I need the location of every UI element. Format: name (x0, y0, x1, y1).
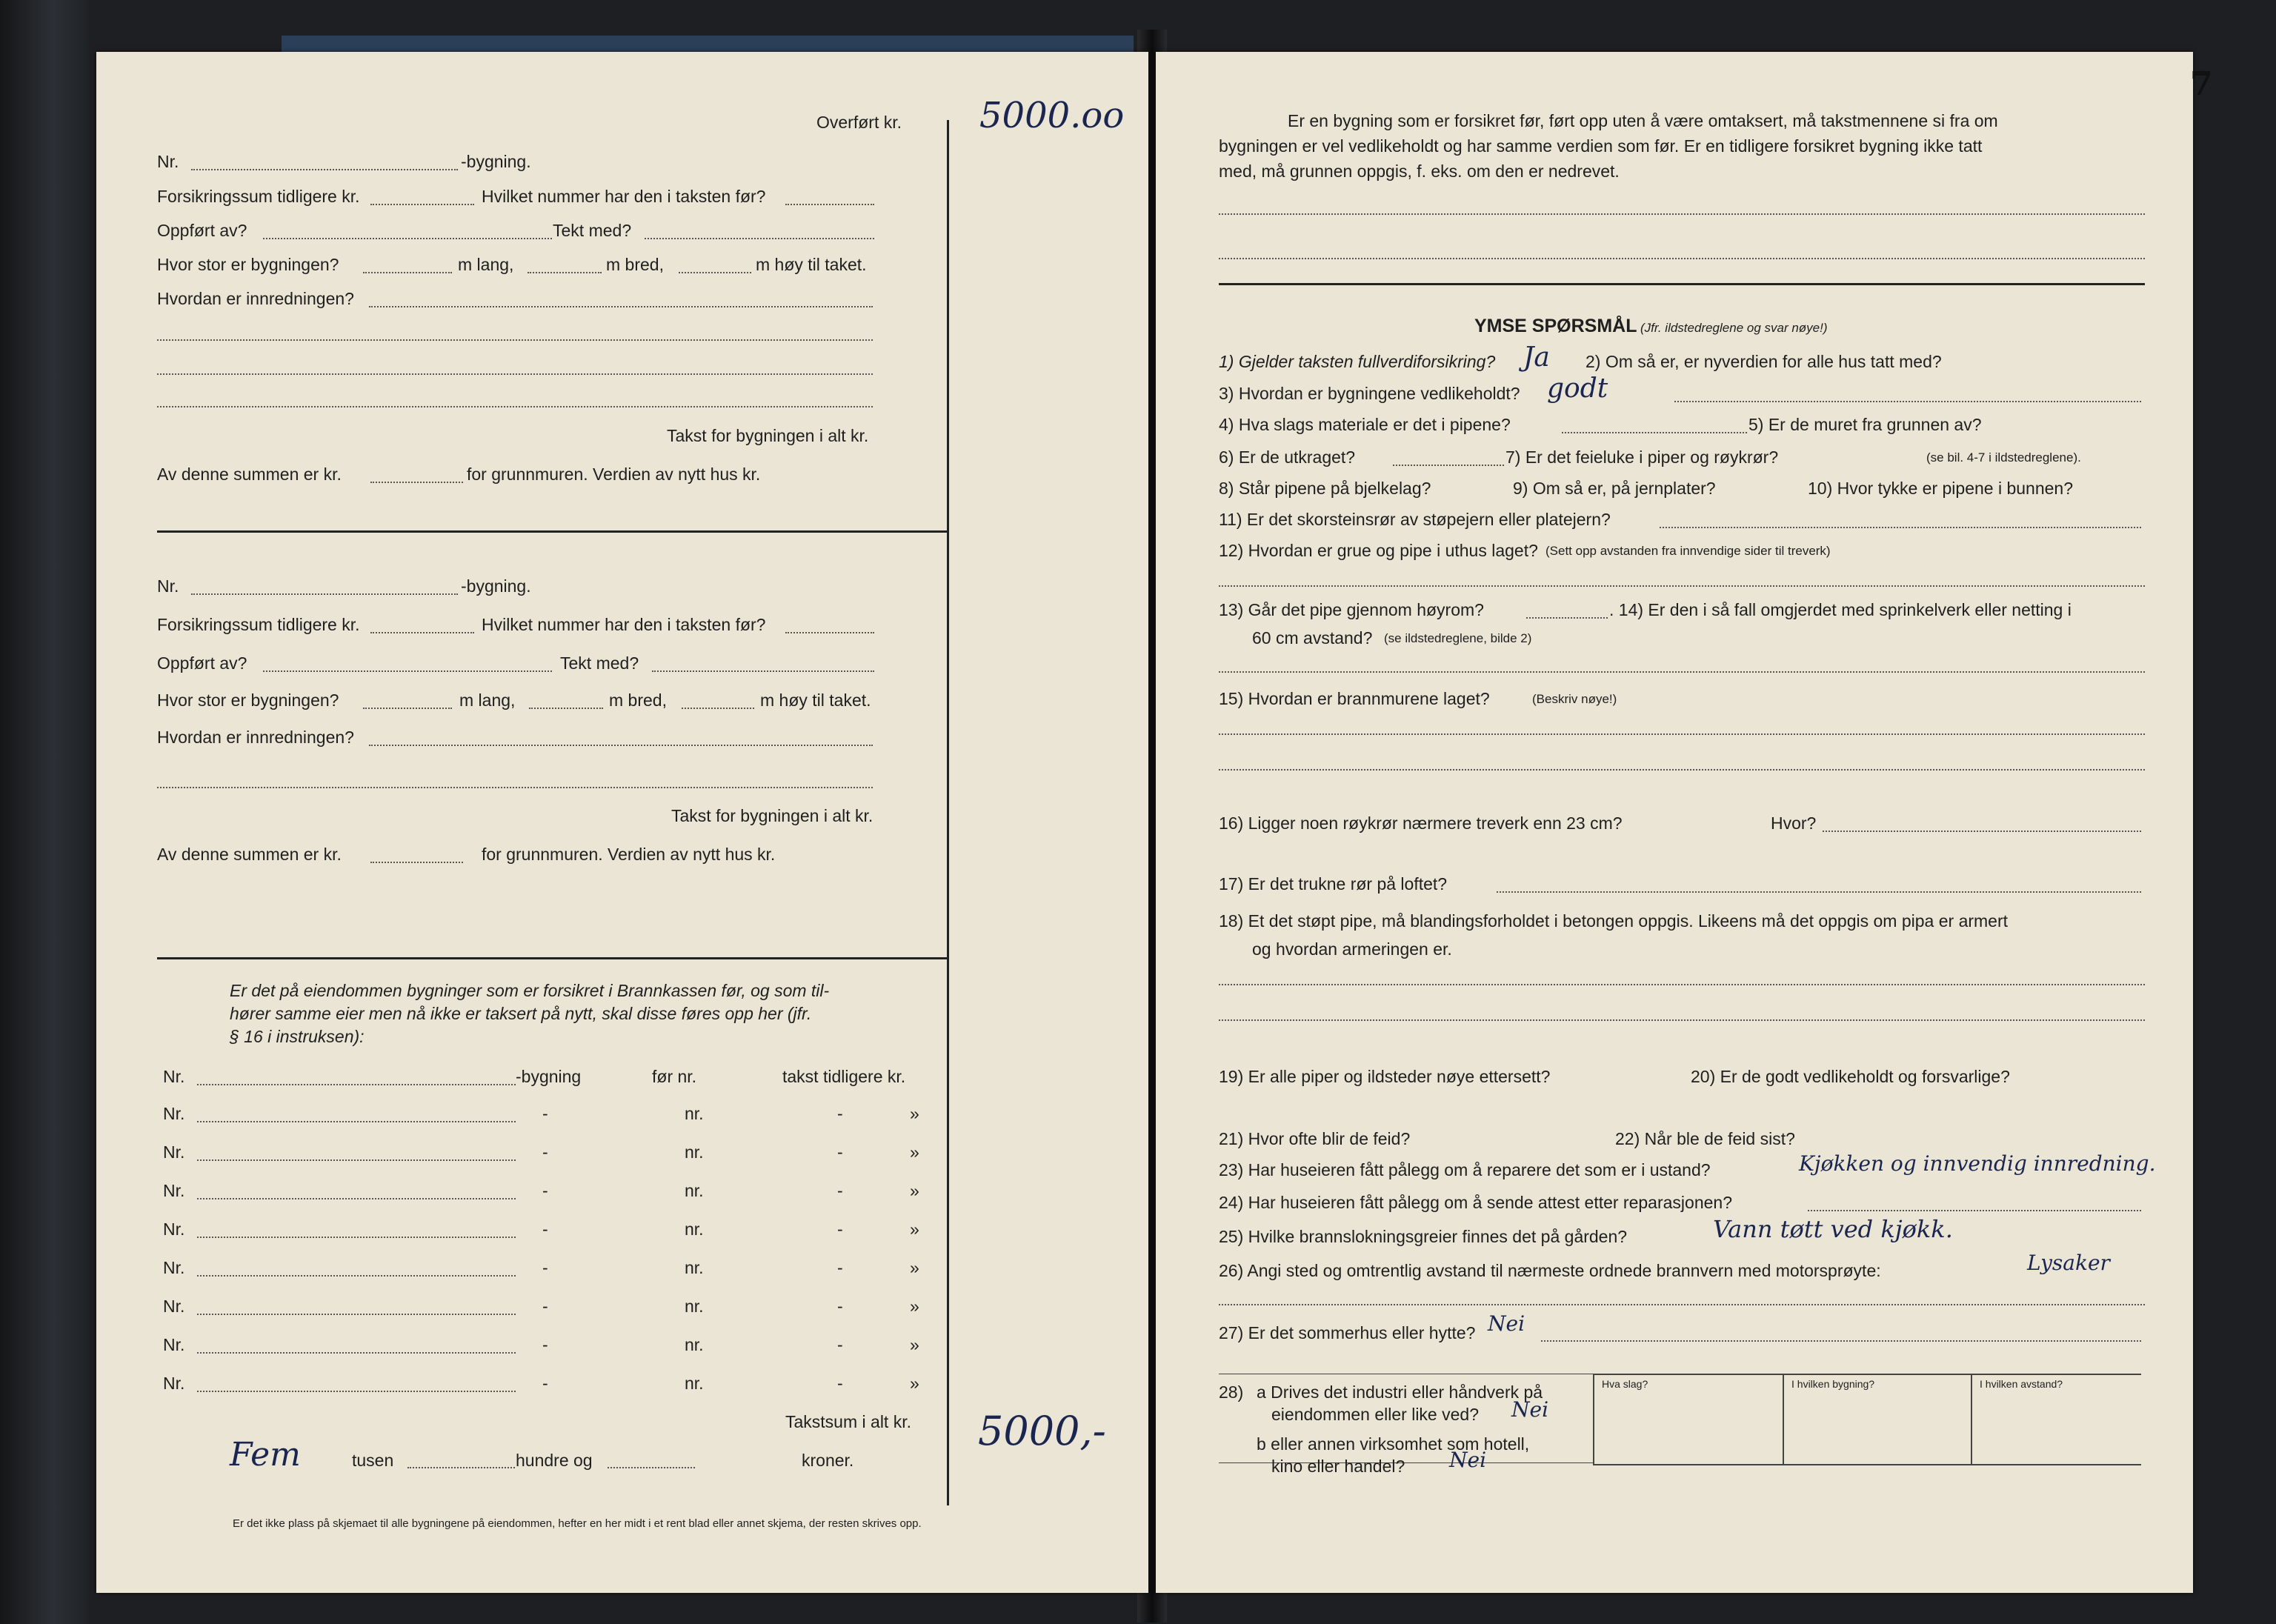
q27-answer: Nei (1488, 1311, 1525, 1336)
hvilket-label: Hvilket nummer har den i taksten før? (482, 615, 766, 634)
m-bred-label: m bred, (609, 690, 667, 710)
q2-label: 2) Om så er, er nyverdien for alle hus tatt med? (1585, 352, 1942, 371)
intro-line-1: Er en bygning som er forsikret før, ført opp uten å være omtaksert, må takstmennene si fra om (1288, 111, 1998, 130)
q23-label: 23) Har huseieren fått pålegg om å reparere det som er i ustand? (1219, 1160, 1711, 1179)
q22-label: 22) Når ble de feid sist? (1615, 1129, 1795, 1148)
row-ditto: » (910, 1374, 919, 1393)
bygning-label: -bygning. (461, 152, 531, 171)
left-vertical-rule (947, 120, 949, 1505)
note-line-3: § 16 i instruksen): (230, 1027, 365, 1046)
row-ditto: » (910, 1297, 919, 1316)
table-header-for-nr: før nr. (652, 1067, 697, 1086)
book-binding-edge (0, 0, 89, 1624)
q1-answer: Ja (1523, 342, 1550, 373)
m-hoy-label: m høy til taket. (756, 255, 867, 274)
q26-label: 26) Angi sted og omtrentlig avstand til nærmeste ordnede brannvern med motorsprøyte: (1219, 1261, 1881, 1280)
heading-title: YMSE SPØRSMÅL (1474, 316, 1637, 336)
q16-label: 16) Ligger noen røykrør nærmere treverk enn 23 cm? (1219, 813, 1623, 833)
table-header-takst: takst tidligere kr. (782, 1067, 906, 1086)
row-ditto: » (910, 1104, 919, 1123)
row-dash2: - (837, 1335, 843, 1354)
row-dash: - (542, 1181, 548, 1200)
row-nr2: nr. (685, 1335, 704, 1354)
table-header-bygning: -bygning (516, 1067, 582, 1086)
m-hoy-label: m høy til taket. (760, 690, 871, 710)
row-dash2: - (837, 1374, 843, 1393)
hvor-stor-label: Hvor stor er bygningen? (157, 690, 339, 710)
note-line-2: hører samme eier men nå ikke er taksert på nytt, skal disse føres opp her (jfr. (230, 1004, 812, 1023)
row-ditto: » (910, 1335, 919, 1354)
takst-label: Takst for bygningen i alt kr. (671, 806, 874, 825)
tekt-label: Tekt med? (553, 221, 632, 240)
q7-note: (se bil. 4-7 i ildstedreglene). (1926, 450, 2081, 465)
av-denne-label: Av denne summen er kr. (157, 845, 342, 864)
q28b-answer: Nei (1449, 1448, 1487, 1472)
row-ditto: » (910, 1219, 919, 1239)
col-hvilken-avstand: I hvilken avstand? (1980, 1378, 2063, 1390)
q8-label: 8) Står pipene på bjelkelag? (1219, 479, 1431, 498)
q21-label: 21) Hvor ofte blir de feid? (1219, 1129, 1411, 1148)
row-dash2: - (837, 1181, 843, 1200)
row-nr2: nr. (685, 1181, 704, 1200)
separator (157, 530, 947, 533)
row-nr: Nr. (163, 1374, 185, 1393)
col-hva-slag: Hva slag? (1602, 1378, 1648, 1390)
row-nr: Nr. (163, 1258, 185, 1277)
row-dash2: - (837, 1258, 843, 1277)
row-nr2: nr. (685, 1374, 704, 1393)
m-lang-label: m lang, (459, 690, 516, 710)
q20-label: 20) Er de godt vedlikeholdt og forsvarlige? (1691, 1067, 2010, 1086)
hvilket-label: Hvilket nummer har den i taksten før? (482, 187, 766, 206)
table-header-nr: Nr. (163, 1067, 185, 1086)
q4-label: 4) Hva slags materiale er det i pipene? (1219, 415, 1511, 434)
row-dash: - (542, 1258, 548, 1277)
grunnmur-label: for grunnmuren. Verdien av nytt hus kr. (467, 465, 761, 484)
row-dash2: - (837, 1104, 843, 1123)
row-dash2: - (837, 1219, 843, 1239)
q15-label: 15) Hvordan er brannmurene laget? (1219, 689, 1490, 708)
nr-label: Nr. (157, 152, 179, 171)
innredning-label: Hvordan er innredningen? (157, 289, 354, 308)
intro-line-2: bygningen er vel vedlikeholdt og har samme verdien som før. Er en tidligere forsikret bygning ikke tatt (1219, 136, 1983, 156)
oppfort-label: Oppført av? (157, 221, 247, 240)
row-nr2: nr. (685, 1219, 704, 1239)
separator (1219, 283, 2145, 285)
q25-label: 25) Hvilke brannslokningsgreier finnes det på gården? (1219, 1227, 1628, 1246)
intro-line-3: med, må grunnen oppgis, f. eks. om den er nedrevet. (1219, 162, 1620, 181)
fsum-label: Forsikringssum tidligere kr. (157, 187, 360, 206)
row-nr: Nr. (163, 1142, 185, 1162)
q1-label: 1) Gjelder taksten fullverdiforsikring? (1219, 352, 1496, 371)
q11-label: 11) Er det skorsteinsrør av støpejern eller platejern? (1219, 510, 1611, 529)
q17-label: 17) Er det trukne rør på loftet? (1219, 874, 1448, 893)
row-dash: - (542, 1335, 548, 1354)
q7-label: 7) Er det feieluke i piper og røykrør? (1505, 447, 1779, 467)
total-value: 5000,- (978, 1408, 1106, 1454)
q28a-line2: eiendommen eller like ved? (1271, 1405, 1479, 1424)
row-ditto: » (910, 1142, 919, 1162)
row-nr: Nr. (163, 1104, 185, 1123)
m-bred-label: m bred, (606, 255, 664, 274)
row-nr: Nr. (163, 1297, 185, 1316)
row-dash: - (542, 1142, 548, 1162)
q18-line2: og hvordan armeringen er. (1252, 939, 1452, 959)
q27-label: 27) Er det sommerhus eller hytte? (1219, 1323, 1476, 1342)
q3-answer: godt (1547, 373, 1608, 404)
separator (157, 957, 947, 959)
row-dash2: - (837, 1142, 843, 1162)
q19-label: 19) Er alle piper og ildsteder nøye ettersett? (1219, 1067, 1551, 1086)
carried-label: Overført kr. (816, 113, 902, 132)
q14-label: . 14) Er den i så fall omgjerdet med sprinkelverk eller netting i (1609, 600, 2072, 619)
q25-answer: Vann tøtt ved kjøkk. (1713, 1215, 1953, 1243)
q9-label: 9) Om så er, på jernplater? (1513, 479, 1716, 498)
row-dash: - (542, 1104, 548, 1123)
q28a-label: a Drives det industri eller håndverk på (1257, 1382, 1543, 1402)
q26-answer: Lysaker (2027, 1251, 2110, 1275)
kroner-label: kroner. (802, 1451, 854, 1470)
q28a-answer: Nei (1511, 1397, 1549, 1422)
q16-hvor: Hvor? (1771, 813, 1817, 833)
tusen-label: tusen (352, 1451, 394, 1470)
bygning-label: -bygning. (461, 576, 531, 596)
footer-note: Er det ikke plass på skjemaet til alle bygningene på eiendommen, hefter en her midt i et rent blad eller annet skjema, der resten skrives opp. (233, 1517, 922, 1530)
right-page (1156, 52, 2213, 1593)
note-line-1: Er det på eiendommen bygninger som er forsikret i Brannkassen før, og som til- (230, 981, 830, 1000)
col-hvilken-bygning: I hvilken bygning? (1791, 1378, 1875, 1390)
row-nr2: nr. (685, 1104, 704, 1123)
section-heading (1474, 316, 1828, 337)
q28b-label: b eller annen virksomhet som hotell, (1257, 1434, 1530, 1454)
q18-label: 18) Et det støpt pipe, må blandingsforholdet i betongen oppgis. Likeens må det oppgis om pipa er armert (1219, 911, 2009, 931)
page-number: 7 (2190, 65, 2213, 103)
q10-label: 10) Hvor tykke er pipene i bunnen? (1808, 479, 2073, 498)
row-dash: - (542, 1297, 548, 1316)
tekt-label: Tekt med? (560, 653, 639, 673)
hundre-label: hundre og (516, 1451, 593, 1470)
takst-label: Takst for bygningen i alt kr. (667, 426, 869, 445)
q14-note: (se ildstedreglene, bilde 2) (1384, 631, 1532, 645)
row-nr: Nr. (163, 1335, 185, 1354)
q24-label: 24) Har huseieren fått pålegg om å sende attest etter reparasjonen? (1219, 1193, 1732, 1212)
row-nr: Nr. (163, 1219, 185, 1239)
row-dash: - (542, 1374, 548, 1393)
grunnmur-label: for grunnmuren. Verdien av nytt hus kr. (482, 845, 776, 864)
q5-label: 5) Er de muret fra grunnen av? (1748, 415, 1982, 434)
left-page (96, 52, 1148, 1593)
hvor-stor-label: Hvor stor er bygningen? (157, 255, 339, 274)
carried-value: 5000.oo (979, 95, 1125, 136)
q12-label: 12) Hvordan er grue og pipe i uthus laget? (1219, 541, 1538, 560)
row-nr2: nr. (685, 1142, 704, 1162)
row-dash: - (542, 1219, 548, 1239)
row-ditto: » (910, 1181, 919, 1200)
row-ditto: » (910, 1258, 919, 1277)
amount-in-words: Fem (230, 1436, 301, 1474)
row-dash2: - (837, 1297, 843, 1316)
oppfort-label: Oppført av? (157, 653, 247, 673)
innredning-label: Hvordan er innredningen? (157, 728, 354, 747)
row-nr2: nr. (685, 1258, 704, 1277)
row-nr2: nr. (685, 1297, 704, 1316)
total-label: Takstsum i alt kr. (785, 1412, 911, 1431)
q6-label: 6) Er de utkraget? (1219, 447, 1356, 467)
q13-label: 13) Går det pipe gjennom høyrom? (1219, 600, 1484, 619)
q28b-line2: kino eller handel? (1271, 1457, 1405, 1476)
av-denne-label: Av denne summen er kr. (157, 465, 342, 484)
q28-number: 28) (1219, 1382, 1244, 1402)
nr-label: Nr. (157, 576, 179, 596)
q12-note: (Sett opp avstanden fra innvendige sider til treverk) (1545, 544, 1831, 558)
q3-label: 3) Hvordan er bygningene vedlikeholdt? (1219, 384, 1520, 403)
heading-note: (Jfr. ildstedreglene og svar nøye!) (1640, 321, 1828, 335)
row-nr: Nr. (163, 1181, 185, 1200)
q14-line2: 60 cm avstand? (1252, 628, 1373, 648)
q23-answer: Kjøkken og innvendig innredning. (1799, 1151, 2156, 1176)
fsum-label: Forsikringssum tidligere kr. (157, 615, 360, 634)
m-lang-label: m lang, (458, 255, 514, 274)
q15-note: (Beskriv nøye!) (1532, 692, 1617, 706)
